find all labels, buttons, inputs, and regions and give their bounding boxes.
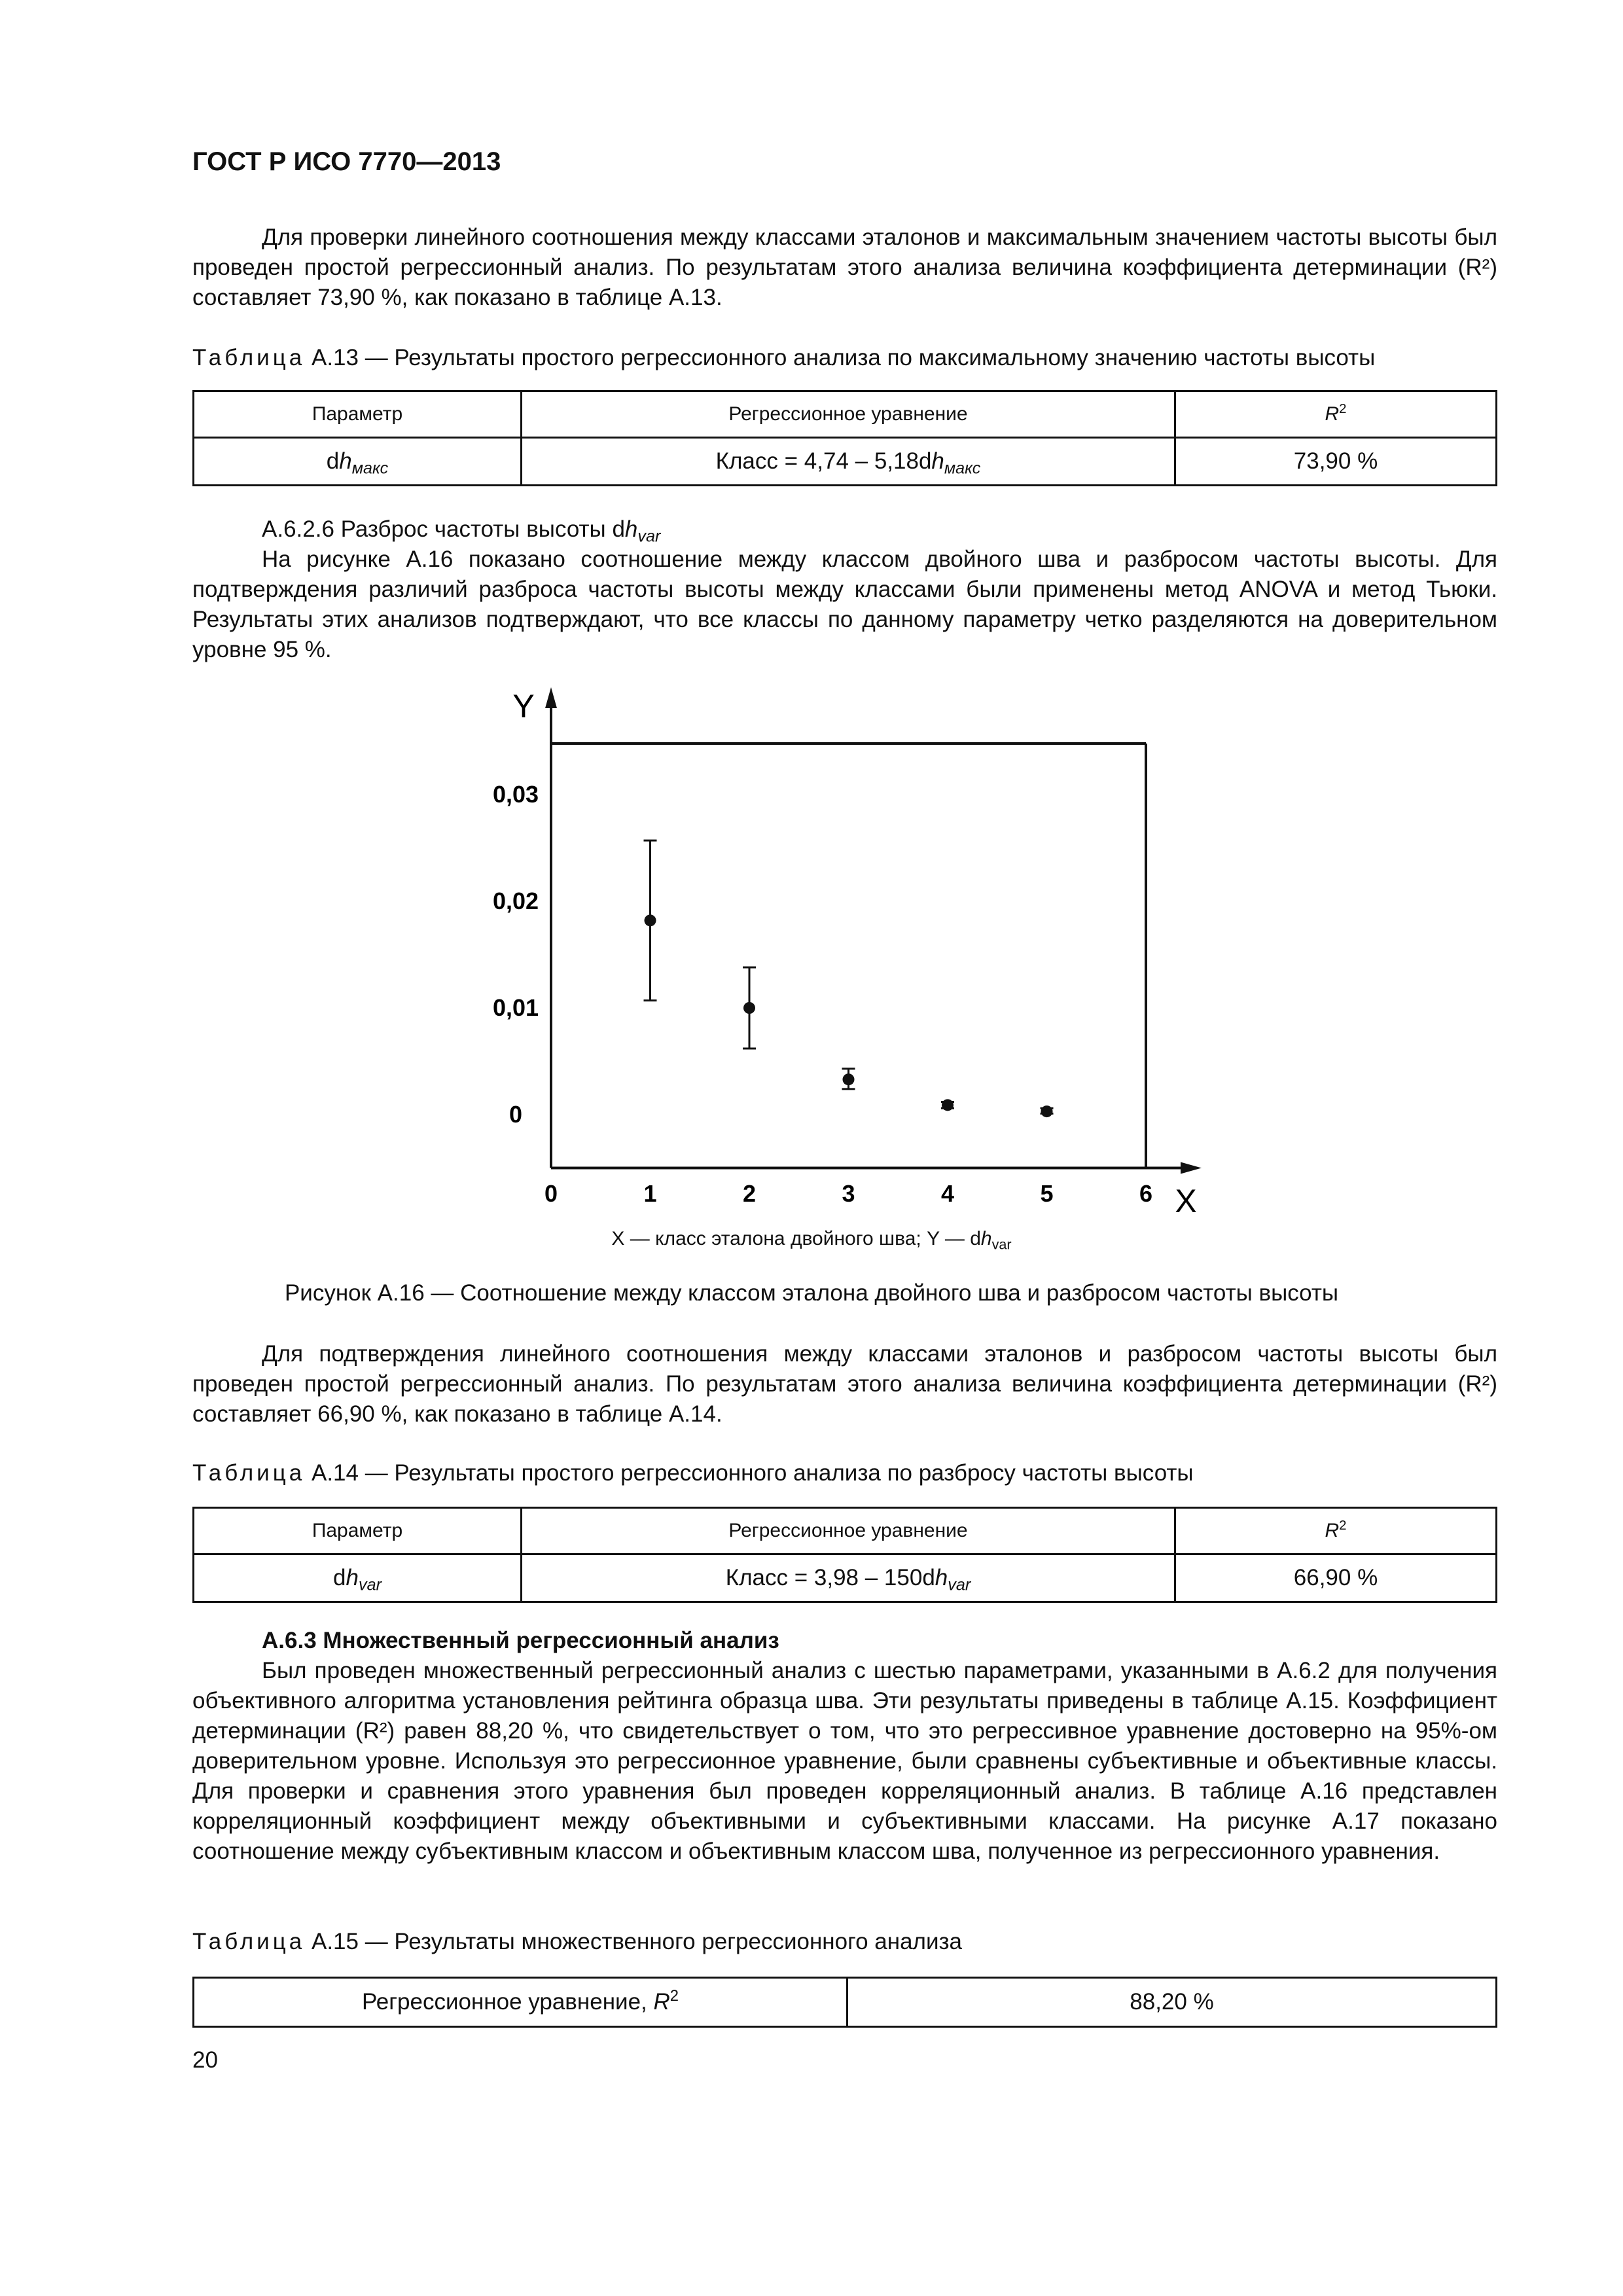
- header-cell-parameter: Параметр: [194, 1508, 522, 1554]
- page-number: 20: [192, 2047, 218, 2073]
- table-word: Таблица: [192, 1460, 306, 1486]
- section-body-a626: На рисунке А.16 показано соотношение между классом двойного шва и разбросом частоты высоты. Для подтверждения различий разброса частоты высоты между классами были применены метод ANOVA и метод Тьюки. Результаты этих анализов подтверждают, что все классы по данному параметру четко разделяются на доверительном уровне 95 %.: [192, 547, 1497, 662]
- x-tick-label: 4: [940, 1180, 955, 1207]
- section-title-a626: А.6.2.6 Разброс частоты высоты $dh_{var}$: [262, 516, 661, 546]
- header-cell-equation: Регрессионное уравнение: [522, 1508, 1175, 1554]
- cell-r2-value: 73,90 %: [1175, 438, 1497, 486]
- x-tick-label: 2: [742, 1180, 757, 1207]
- section-title-a63: А.6.3 Множественный регрессионный анализ: [262, 1628, 779, 1653]
- x-axis-arrow: [1181, 1162, 1202, 1174]
- header-cell-r2: $R^2$: [1175, 391, 1497, 438]
- header-cell-r2: $R^2$: [1175, 1508, 1497, 1554]
- x-tick-label: 5: [1040, 1180, 1054, 1207]
- x-tick-label: 1: [643, 1180, 657, 1207]
- table-caption-text: А.15 — Результаты множественного регрессионного анализа: [311, 1929, 963, 1954]
- table-row: [194, 1554, 1497, 1602]
- cell-equation: Класс = $4,74 - 5,18dh_{макс}$: [522, 438, 1175, 486]
- table-caption-text: А.14 — Результаты простого регрессионного анализа по разбросу частоты высоты: [311, 1460, 1194, 1486]
- figure-caption: Рисунок А.16 — Соотношение между классом эталона двойного шва и разбросом частоты высоты: [284, 1280, 1339, 1306]
- y-tick-label: 0,02: [492, 888, 539, 914]
- x-tick-label: 3: [842, 1180, 855, 1207]
- data-point: [843, 1073, 855, 1085]
- header-cell-equation: Регрессионное уравнение: [522, 391, 1175, 438]
- paragraph-linear-check: Для подтверждения линейного соотношения между классами эталонов и разбросом частоты высоты был проведен простой регрессионный анализ. По результатам этого анализа величина коэффициента детерминации (R²) составляет 66,90 %, как показано в таблице А.14.: [192, 1341, 1497, 1427]
- figure-legend: X — класс эталона двойного шва; Y — $dh_{var}$: [611, 1228, 1012, 1253]
- y-tick-label: 0,03: [492, 781, 539, 808]
- table-a14: [192, 1507, 1497, 1603]
- cell-label: Регрессионное уравнение, $R^2$: [194, 1978, 847, 2027]
- section-body-a63: Был проведен множественный регрессионный анализ с шестью параметрами, указанными в А.6.2 для получения объективного алгоритма установления рейтинга образца шва. Эти результаты приведены в таблице А.15. Коэффициент детерминации (R²) равен 88,20 %, что свидетельствует о том, что это регрессивное уравнение достоверно на 95%-ом доверительном уровне. Используя это регрессионное уравнение, были сравнены субъективные и объективные классы. Для проверки и сравнения этого уравнения был проведен корреляционный анализ. В таблице А.16 представлен корреляционный коэффициент между объективными и субъективными классами. На рисунке А.17 показано соотношение между субъективным классом и объективным классом шва, полученное из регрессионного уравнения.: [192, 1658, 1497, 1864]
- data-point: [743, 1002, 755, 1014]
- x-tick-label: 6: [1139, 1180, 1153, 1207]
- cell-equation: Класс = $3,98 - 150dh_{var}$: [522, 1554, 1175, 1602]
- table-caption-text: А.13 — Результаты простого регрессионного анализа по максимальному значению частоты высоты: [311, 345, 1376, 370]
- x-tick-label: 0: [544, 1180, 558, 1207]
- y-tick-label: 0: [508, 1101, 523, 1128]
- data-point: [942, 1099, 954, 1111]
- table-header-row: [194, 1508, 1497, 1554]
- y-axis-arrow: [545, 687, 557, 708]
- cell-r2-value: 66,90 %: [1175, 1554, 1497, 1602]
- y-axis-label: Y: [512, 688, 535, 725]
- cell-parameter: $dh_{макс}$: [194, 438, 522, 486]
- header-cell-parameter: Параметр: [194, 391, 522, 438]
- table-a15-caption: [192, 1927, 962, 1957]
- table-word: Таблица: [192, 345, 306, 370]
- paragraph-intro: Для проверки линейного соотношения между классами эталонов и максимальным значением частоты высоты был проведен простой регрессионный анализ. По результатам этого анализа величина коэффициента детерминации (R²) составляет 73,90 %, как показано в таблице А.13.: [192, 224, 1497, 310]
- document-header: ГОСТ Р ИСО 7770—2013: [192, 147, 501, 176]
- cell-value: 88,20 %: [847, 1978, 1497, 2027]
- table-a14-caption: [192, 1458, 1194, 1488]
- x-axis-label: X: [1175, 1183, 1197, 1219]
- table-a15: [192, 1977, 1497, 2028]
- data-point: [1041, 1105, 1053, 1117]
- cell-parameter: $dh_{var}$: [194, 1554, 522, 1602]
- table-word: Таблица: [192, 1929, 306, 1954]
- table-row: [194, 1978, 1497, 2027]
- y-tick-label: 0,01: [492, 994, 539, 1021]
- data-point: [645, 914, 656, 926]
